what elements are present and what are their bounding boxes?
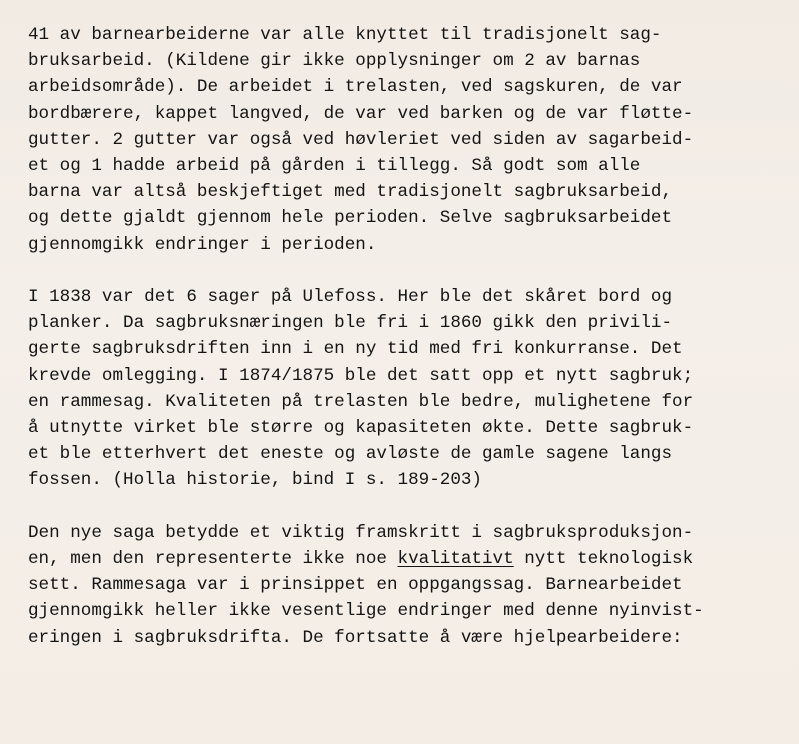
underlined-word: kvalitativt <box>397 549 514 570</box>
text-line: fossen. (Holla historie, bind I s. 189-203) <box>28 470 482 491</box>
text-line: og dette gjaldt gjennom hele perioden. Selve sagbruksarbeidet <box>28 208 673 229</box>
text-line: et og 1 hadde arbeid på gården i tillegg. Så godt som alle <box>28 156 641 177</box>
text-line: planker. Da sagbruksnæringen ble fri i 1860 gikk den privili- <box>28 313 673 334</box>
text-line: 41 av barnearbeiderne var alle knyttet til tradisjonelt sag- <box>28 25 662 45</box>
text-line: gutter. 2 gutter var også ved høvleriet ved siden av sagarbeid- <box>28 129 694 150</box>
text-line: bordbærere, kappet langved, de var ved barken og de var fløtte- <box>28 103 694 124</box>
text-line: gjennomgikk heller ikke vesentlige endringer med denne nyinvist- <box>28 601 704 622</box>
text-line: barna var altså beskjeftiget med tradisjonelt sagbruksarbeid, <box>28 182 673 203</box>
text-segment: nytt teknologisk <box>513 549 694 570</box>
text-line: eringen i sagbruksdrifta. De fortsatte å være hjelpearbeidere: <box>28 627 683 648</box>
text-line: I 1838 var det 6 sager på Ulefoss. Her ble det skåret bord og <box>28 287 673 308</box>
text-line: bruksarbeid. (Kildene gir ikke opplysninger om 2 av barnas <box>28 51 641 72</box>
document-body <box>28 22 788 651</box>
paragraph-1 <box>28 22 788 258</box>
paragraph-spacer <box>28 258 788 284</box>
text-line: gjennomgikk endringer i perioden. <box>28 234 377 255</box>
paragraph-spacer <box>28 494 788 520</box>
text-line: arbeidsområde). De arbeidet i trelasten, ved sagskuren, de var <box>28 77 683 98</box>
text-line: Den nye saga betydde et viktig framskritt i sagbruksproduksjon- <box>28 522 694 543</box>
text-line: å utnytte virket ble større og kapasiteten økte. Dette sagbruk- <box>28 418 694 439</box>
text-line: gerte sagbruksdriften inn i en ny tid med fri konkurranse. Det <box>28 339 683 360</box>
paragraph-2 <box>28 284 788 494</box>
text-line: en rammesag. Kvaliteten på trelasten ble bedre, mulighetene for <box>28 391 694 412</box>
text-line: sett. Rammesaga var i prinsippet en oppgangssag. Barnearbeidet <box>28 575 683 596</box>
text-line <box>28 546 788 572</box>
text-line: et ble etterhvert det eneste og avløste de gamle sagene langs <box>28 444 673 465</box>
text-line: krevde omlegging. I 1874/1875 ble det satt opp et nytt sagbruk; <box>28 365 694 386</box>
paragraph-3 <box>28 520 788 651</box>
text-segment: en, men den representerte ikke noe <box>28 549 398 570</box>
